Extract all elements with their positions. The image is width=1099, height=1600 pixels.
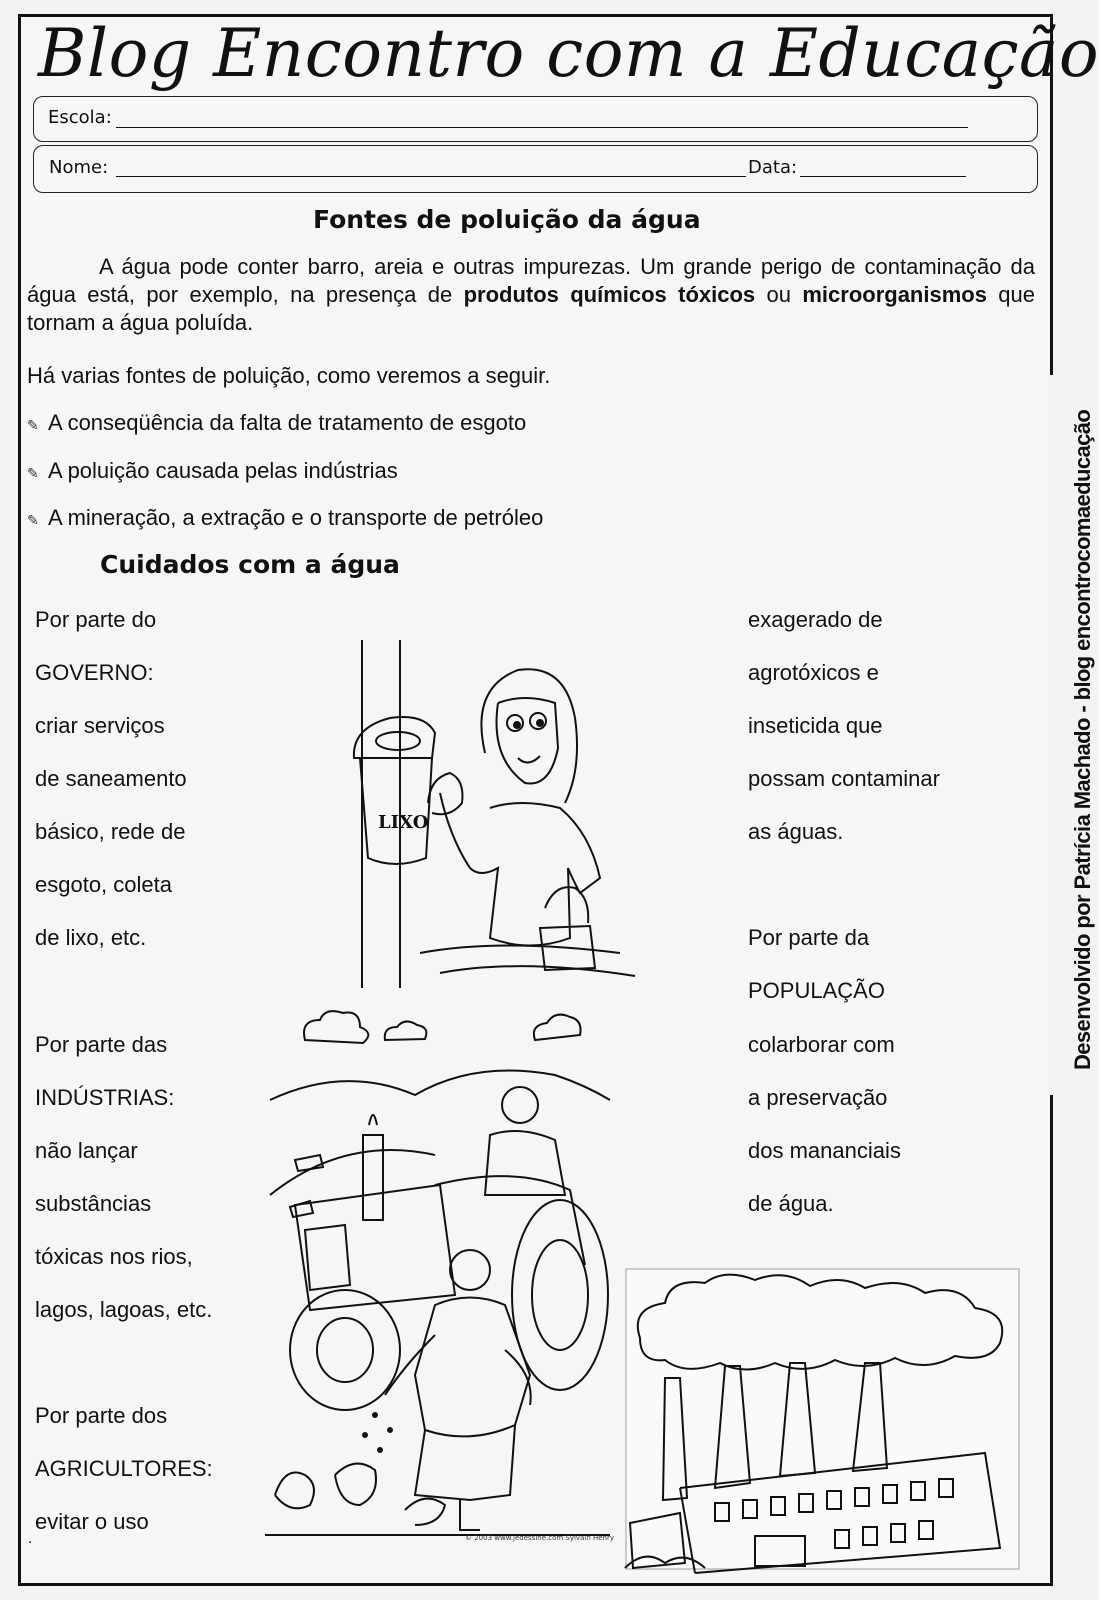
- intro-text-b: ou: [755, 282, 803, 307]
- right-column-line: dos mananciais: [748, 1138, 901, 1163]
- left-column-line: de saneamento: [35, 766, 187, 791]
- pencil-icon: ✎: [27, 465, 39, 481]
- name-input-line[interactable]: [116, 176, 746, 177]
- illustration-credit: © 2003 www.jedessine.com Sylvain Henry: [465, 1534, 615, 1542]
- section-heading-sources: Fontes de poluição da água: [313, 205, 701, 234]
- left-column-line: AGRICULTORES:: [35, 1456, 213, 1481]
- left-column-line: Por parte do: [35, 607, 157, 632]
- side-credit: Desenvolvido por Patrícia Machado - blog encontrocomaeducação: [1070, 409, 1095, 1070]
- girl-trash-bin-illustration: [350, 608, 640, 988]
- page-end-mark: .: [28, 1530, 33, 1547]
- intro-paragraph: [27, 253, 1035, 337]
- bullet-text: A conseqüência da falta de tratamento de esgoto: [48, 410, 527, 435]
- date-label: Data:: [748, 157, 798, 178]
- name-label: Nome:: [49, 157, 109, 178]
- name-date-field-box: [33, 145, 1038, 193]
- left-column-line: evitar o uso: [35, 1509, 149, 1534]
- left-column-line: substâncias: [35, 1191, 152, 1216]
- left-column-line: GOVERNO:: [35, 660, 154, 685]
- bullet-item: [27, 505, 543, 531]
- school-field-box: [33, 96, 1038, 142]
- right-column-line: inseticida que: [748, 713, 883, 738]
- right-column-line: possam contaminar: [748, 766, 940, 791]
- pencil-icon: ✎: [27, 417, 39, 433]
- intro-bold-microorganisms: microorganismos: [802, 282, 987, 307]
- right-column-line: exagerado de: [748, 607, 883, 632]
- right-column-line: colarborar com: [748, 1032, 895, 1057]
- date-input-line[interactable]: [800, 176, 966, 177]
- left-column-line: INDÚSTRIAS:: [35, 1085, 175, 1110]
- left-column-line: básico, rede de: [35, 819, 186, 844]
- right-column-line: Por parte da: [748, 925, 870, 950]
- left-column-line: esgoto, coleta: [35, 872, 172, 897]
- bullet-item: [27, 410, 526, 436]
- left-column-line: não lançar: [35, 1138, 138, 1163]
- school-input-line[interactable]: [116, 127, 968, 128]
- bin-label: LIXO: [378, 812, 429, 833]
- left-column-line: criar serviços: [35, 713, 165, 738]
- right-column-line: a preservação: [748, 1085, 888, 1110]
- left-column-line: tóxicas nos rios,: [35, 1244, 193, 1269]
- right-column-line: de água.: [748, 1191, 834, 1216]
- farm-tractor-illustration: [265, 1005, 615, 1545]
- left-column-line: de lixo, etc.: [35, 925, 147, 950]
- sources-intro: Há varias fontes de poluição, como veremos a seguir.: [27, 363, 551, 388]
- blog-title: Blog Encontro com a Educação: [38, 15, 1099, 92]
- left-column-line: lagos, lagoas, etc.: [35, 1297, 213, 1322]
- school-label: Escola:: [48, 107, 112, 128]
- pencil-icon: ✎: [27, 512, 39, 528]
- right-column-line: as águas.: [748, 819, 844, 844]
- right-column-line: agrotóxicos e: [748, 660, 879, 685]
- left-column-line: Por parte dos: [35, 1403, 168, 1428]
- intro-text-a: A água pode conter barro, areia e outras impurezas. Um grande perigo de contaminação da água está, por exemplo, na presença de: [27, 254, 1035, 307]
- bullet-text: A mineração, a extração e o transporte de petróleo: [48, 505, 544, 530]
- right-column-line: POPULAÇÃO: [748, 978, 885, 1003]
- intro-bold-chemicals: produtos químicos tóxicos: [463, 282, 756, 307]
- bullet-item: [27, 458, 398, 484]
- section-heading-care: Cuidados com a água: [100, 550, 400, 579]
- factory-illustration: [625, 1268, 1020, 1573]
- left-column-line: Por parte das: [35, 1032, 168, 1057]
- bullet-text: A poluição causada pelas indústrias: [48, 458, 398, 483]
- intro-text-c: que tornam a água poluída.: [27, 282, 1036, 335]
- side-frame-gap: [1048, 375, 1060, 1095]
